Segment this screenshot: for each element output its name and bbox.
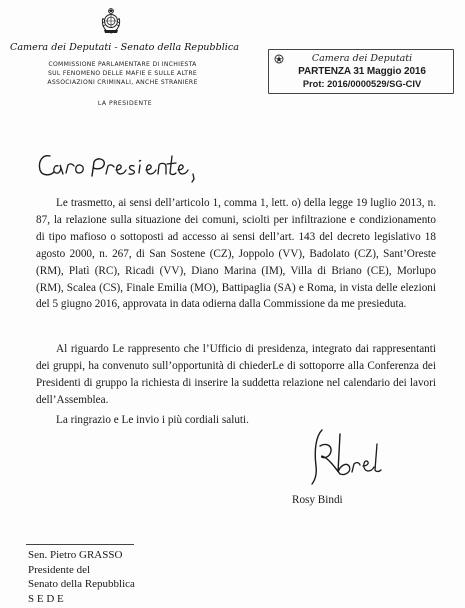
body-paragraph: La ringrazio e Le invio i più cordiali saluti. (56, 414, 249, 426)
commission-line: ASSOCIAZIONI CRIMINALI, ANCHE STRANIERE (47, 79, 198, 86)
commission-line: SUL FENOMENO DELLE MAFIE E SULLE ALTRE (47, 70, 198, 77)
commission-name (30, 60, 215, 87)
recipient-institution: Senato della Repubblica (28, 578, 135, 590)
commission-line: COMMISSIONE PARLAMENTARE DI INCHIESTA (48, 61, 197, 68)
body-paragraph: Al riguardo Le rappresento che l’Ufficio di presidenza, integrato dai rappresentanti dei gruppi, ha convenuto sull’opportunità di chiederLe di sottoporre alla Conferenza dei Presidenti di gruppo la richiesta di inserire la suddetta relazione nel calendario dei lavori dell’Assemblea. (36, 343, 436, 406)
president-label: LA PRESIDENTE (97, 100, 153, 107)
handwritten-salutation (36, 146, 226, 184)
italian-republic-emblem-icon (100, 6, 122, 36)
protocol-stamp (268, 49, 454, 94)
recipient-role: Presidente del (28, 563, 91, 576)
recipient-block (28, 548, 135, 606)
recipient-name: Sen. Pietro GRASSO (28, 549, 123, 561)
body-paragraph: Le trasmetto, ai sensi dell’articolo 1, comma 1, lett. o) della legge 19 luglio 2013, n. 87, la relazione sulla situazione dei comuni, sciolti per infiltrazione e condizionamento di tipo mafioso o sottoposti ad accesso ai sensi dell’art. 143 del decreto legislativo 18 agosto 2000, n. 267, di San Sostene (CZ), Joppolo (VV), Badolato (CZ), Sant’Oreste (RM), Platì (RC), Ricadi (VV), Diano Marina (IM), Villa di Briano (CE), Morlupo (RM), Scalea (CS), Finale Emilia (MO), Battipaglia (SA) e Roma, in vista delle elezioni del 5 giugno 2016, approvata in data odierna dalla Commissione da me presieduta. (36, 197, 436, 311)
recipient-divider (26, 544, 134, 545)
stamp-departure-date: PARTENZA 31 Maggio 2016 (298, 66, 426, 77)
letterhead-title: Camera dei Deputati - Senato della Repubblica (10, 42, 239, 53)
stamp-protocol-number: Prot: 2016/0000529/SG-CIV (302, 79, 422, 89)
recipient-location: S E D E (28, 592, 64, 605)
handwritten-signature (300, 426, 384, 486)
signatory-name: Rosy Bindi (292, 494, 343, 506)
stamp-title: Camera dei Deputati (311, 53, 413, 64)
